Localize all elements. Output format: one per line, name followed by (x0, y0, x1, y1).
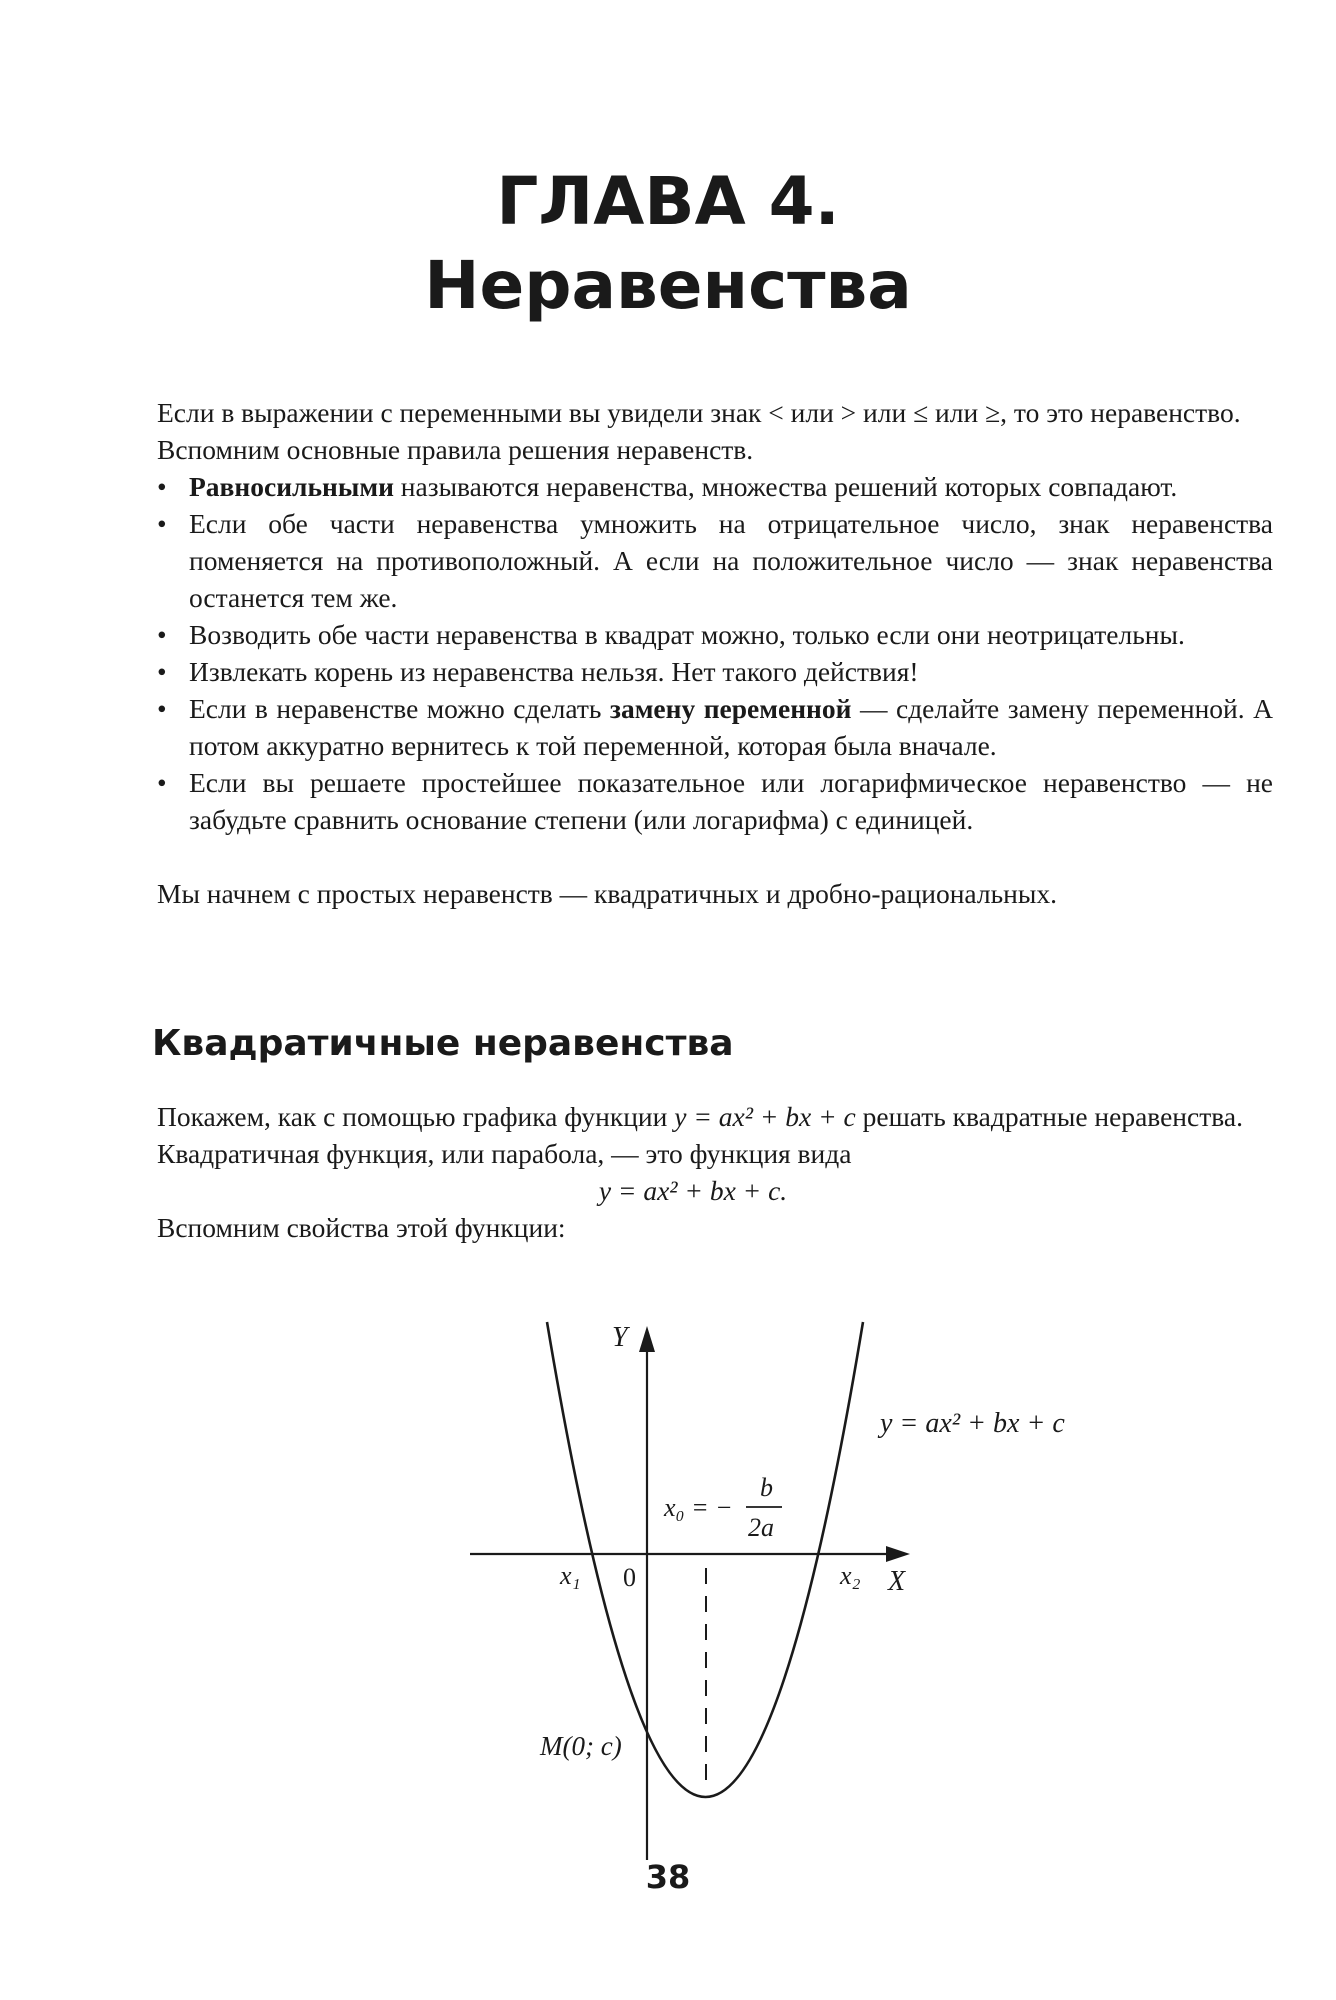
list-item-text: называются неравенства, множества решений которых совпадают. (393, 471, 1178, 502)
list-item-text: Если в неравенстве можно сделать (189, 693, 610, 724)
list-item: • Если вы решаете простейшее показательное или логарифмическое неравенство — не забудьте сравнить основание степени (или логарифма) с единицей. (113, 764, 1273, 838)
section-paragraph-1 (113, 1098, 1273, 1135)
chapter-title (0, 160, 1336, 328)
root-2-label: x₂ (840, 1561, 861, 1590)
vertex-x-numerator: b (760, 1473, 773, 1502)
root-1-label: x₁ (560, 1561, 581, 1590)
curve-label: y = ax² + bx + c (880, 1408, 1065, 1439)
list-item-text: — сделайте замену переменной. А потом аккуратно вернитесь к той переменной, которая была вначале. (189, 693, 1274, 761)
x-axis-label: X (888, 1566, 906, 1597)
intro-paragraph-3: Мы начнем с простых неравенств — квадратичных и дробно-рациональных. (157, 878, 1057, 909)
intro-paragraph-2: Вспомним основные правила решения неравенств. (157, 434, 754, 465)
rules-list (113, 468, 1273, 838)
section-text (113, 1098, 1273, 1246)
section-paragraph-1-start: Покажем, как с помощью графика функции (157, 1101, 675, 1132)
origin-label: 0 (623, 1563, 636, 1592)
parabola-curve (547, 1322, 863, 1797)
list-item: • Возводить обе части неравенства в квадрат можно, только если они неотрицательны. (113, 616, 1273, 653)
intercept-label: M(0; c) (540, 1731, 622, 1761)
section-paragraph-1-end: решать квадратные неравенства. (855, 1101, 1243, 1132)
chapter-number: ГЛАВА 4. (496, 163, 840, 240)
list-item (113, 690, 1273, 764)
list-item (113, 468, 1273, 505)
parabola-figure (440, 1300, 1160, 1870)
display-formula: y = ax² + bx + c. (598, 1175, 788, 1206)
section-paragraph-2: Квадратичная функция, или парабола, — это функция вида (157, 1138, 852, 1169)
section-heading: Квадратичные неравенства (152, 1023, 734, 1064)
list-item: • Извлекать корень из неравенства нельзя. Нет такого действия! (113, 653, 1273, 690)
intro-text (113, 394, 1273, 912)
intro-paragraph-1: Если в выражении с переменными вы увидели знак < или > или ≤ или ≥, то это неравенство. (157, 397, 1241, 428)
x-axis-arrow (886, 1546, 910, 1562)
y-axis-label: Y (612, 1322, 628, 1353)
y-axis-arrow (639, 1326, 655, 1352)
section-paragraph-3: Вспомним свойства этой функции: (157, 1212, 566, 1243)
page-number: 38 (645, 1858, 691, 1896)
bold-term: Равносильными (189, 471, 394, 502)
vertex-x-label: x₀ = − (664, 1493, 733, 1522)
vertex-x-denominator: 2a (748, 1513, 774, 1542)
list-item: • Если обе части неравенства умножить на отрицательное число, знак неравенства поменяется на противоположный. А если на положительное число — знак неравенства останется тем же. (113, 505, 1273, 616)
inline-formula: y = ax² + bx + c (674, 1101, 856, 1132)
bold-term: замену переменной (609, 693, 852, 724)
chapter-name: Неравенства (424, 247, 912, 324)
